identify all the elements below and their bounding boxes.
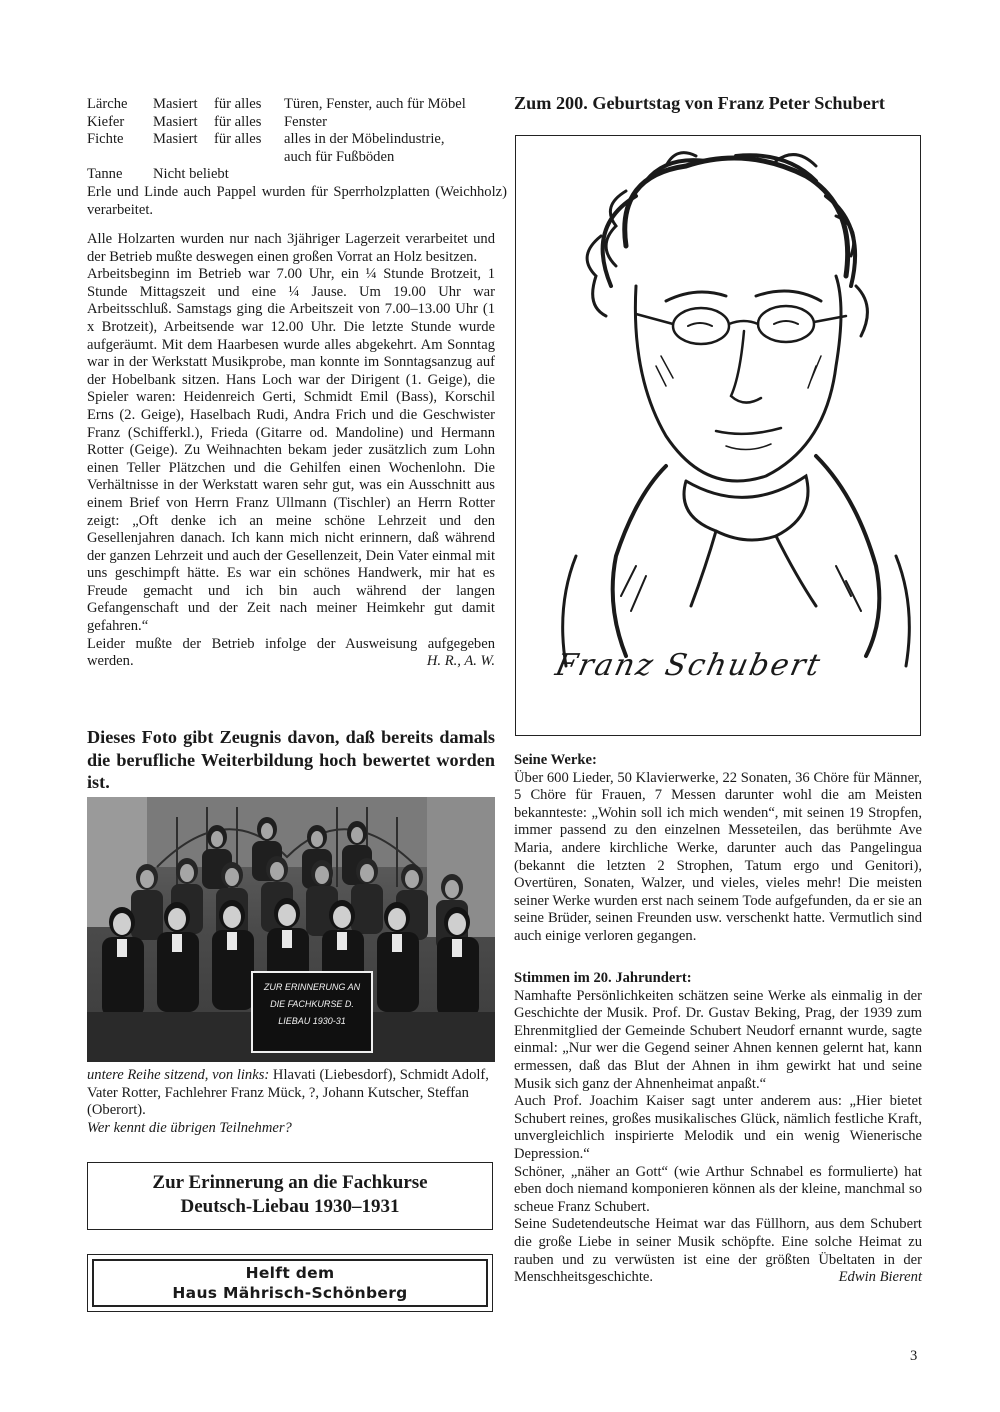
wood-name: Fichte [87,131,124,148]
works-text: Über 600 Lieder, 50 Klavierwerke, 22 Sonaten, 36 Chöre für Männer, 5 Chöre für Frauen, 7 Messen darunter wohl die am Meisten bekannteste: „Wohin soll ich mich wenden“, mit seinen 19 Stropfen, immer passend zu den einzelnen Messeteilen, das berühmte Ave Maria, andere kirchliche Werke, darunter auch das Pangelingua (bekannt die letzten 2 Strophen, Tatum ergo und Genitori), Overtüren, Sonaten, Walzer, und vieles, vieles mehr! Die meisten seiner Werke wurden erst nach seinem Tode aufgefunden, da er sie an seine Brüder, seinen Freunden usw. verschenkt hatte. Vermutlich sind auch einige verloren gegangen. [514,769,922,944]
wood-state: Masiert [153,131,198,148]
wood-desc [284,114,507,132]
photo-heading: Dieses Foto gibt Zeugnis davon, daß bereits damals die berufliche Weiterbildung hoch bewertet worden ist. [87,727,495,792]
wood-use: für alles [214,96,262,112]
article-closing: Leider mußte der Betrieb infolge der Ausweisung aufgegeben werden. [87,635,495,670]
wood-row [87,96,507,114]
help-box-inner [92,1259,488,1307]
wood-row [87,131,507,166]
caption-intro: untere Reihe sitzend, von links: [87,1067,270,1083]
voices-author: Edwin Bierent [838,1269,922,1286]
wood-name: Tanne [87,166,123,183]
wood-name: Lärche [87,96,128,112]
caption-names: Hlavati (Liebesdorf), Schmidt Adolf, Vater Rotter, Fachlehrer Franz Mück, ?, Johann Kutscher, Steffan (Oberort). [87,1067,489,1119]
wood-desc-line: Türen, Fenster, auch für Möbel [284,96,466,112]
wood-desc [284,96,507,114]
group-photo [87,797,495,1062]
left-article [87,231,495,671]
schubert-signature: Franz Schubert [552,648,825,683]
wood-state: Masiert [153,96,198,112]
article-author: H. R., A. W. [426,653,495,670]
voices-closing: Seine Sudetendeutsche Heimat war das Füllhorn, aus dem Schubert die große Liebe in seiner Musik schöpfte. Eine solche Heimat zu rauben und zu verwüsten ist eine der größten Übeltaten in der Menschheitsgeschichte. [514,1216,922,1286]
voices-paragraph: Auch Prof. Joachim Kaiser sagt unter anderem aus: „Hier bietet Schubert reines, großes musikalisches Glück, nämlich festliche Kraft, unvergleichlich inspirierte Melodik und ein wenig Wienerische Depression.“ [514,1093,922,1162]
schubert-heading: Zum 200. Geburtstag von Franz Peter Schubert [514,93,885,113]
wood-use: für alles [214,131,262,148]
voices-title: Stimmen im 20. Jahrundert: [514,970,692,986]
works-title: Seine Werke: [514,752,597,768]
caption-question: Wer kennt die übrigen Teilnehmer? [87,1119,292,1136]
wood-use: für alles [214,113,262,130]
wood-row [87,114,507,132]
wood-desc-line: alles in der Möbelindustrie, [284,131,445,148]
wood-footnote: Erle und Linde auch Pappel wurden für Sperrholzplatten (Weichholz) verarbeitet. [87,183,507,218]
help-line-1: Helft dem [245,1264,335,1282]
article-paragraph: Alle Holzarten wurden nur nach 3jähriger Lagerzeit verarbeitet und der Betrieb mußte deswegen einen großen Vorrat an Holz besitzen. [87,231,495,265]
photo-sign-text: ZUR ERINNERUNG AN DIE FACHKURSE D. LIEBAU 1930-31 [263,982,361,1026]
voices-paragraph: Schöner, „näher an Gott“ (wie Arthur Schnabel es formulierte) hat eben doch niemand komponieren können als der kleine, manchmal so scheue Franz Schubert. [514,1163,922,1215]
wood-desc-line: Fenster [284,113,327,130]
wood-note: Nicht beliebt [153,166,229,183]
voices-paragraph [514,1216,922,1286]
help-line-2: Haus Mährisch-Schönberg [172,1284,408,1302]
wood-state: Masiert [153,113,198,130]
article-paragraph: Arbeitsbeginn im Betrieb war 7.00 Uhr, ein ¼ Stunde Brotzeit, 1 Stunde Mittagszeit und eine ¼ Jause. Um 19.00 Uhr war Arbeitsschluß. Samstags ging die Arbeitszeit von 7.00–13.00 Uhr (1 x Brotzeit), Arbeitsende war 12.00 Uhr. Die letzte Stunde wurde aufgeräumt. Mit dem Haarbesen wurde alles abgekehrt. Am Sonntag war in der Werkstatt Musikprobe, man konnte im Sonntagsanzug auf der Hobelbank sitzen. Hans Loch war der Dirigent (1. Geige), die Spieler waren: Heidenreich Gerti, Schmidt Emil (Bass), Korschil Erns (2. Geige), Haselbach Rudi, Andra Frich und die Geschwister Franz (Schifferkl.), Frieda (Gitarre od. Mandoline) und Hermann Rotter (Geige). Zu Weihnachten bekam jeder zusätzlich zum Lohn einen Teller Plätzchen und die Gehilfen einen Wochenlohn. Die Verhältnisse in der Werkstatt waren sehr gut, was ein Ausschnitt aus einem Brief von Herrn Franz Ullmann (Tischler) an Herrn Rotter zeigt: „Oft denke ich an meine schöne Lehrzeit und den Gesellenjahren danach. Ich kann mich nicht erinnern, daß während der ganzen Lehrzeit und auch der Gesellenzeit, Dein Vater einmal mit uns geschimpft hätte. Es war ein schönes Handwerk, mir hat es Freude gemacht und ich bin auch während der langen Gefangenschaft und der Zeit nach meiner Heimkehr gut damit gefahren.“ [87,266,495,635]
schubert-portrait-image [516,136,920,735]
schubert-voices [514,970,922,1287]
photo-caption [87,1067,495,1137]
page-number: 3 [910,1348,918,1364]
wood-name: Kiefer [87,113,125,130]
help-box [87,1254,493,1312]
memorial-box [87,1162,493,1230]
wood-table [87,96,507,219]
wood-desc-line: auch für Fußböden [284,148,395,165]
schubert-works [514,752,922,946]
memorial-line-1: Zur Erinnerung an die Fachkurse [152,1172,428,1193]
voices-paragraph: Namhafte Persönlichkeiten schätzen seine Werke als einmalig in der Geschichte der Musik. Prof. Dr. Gustav Beking, Prag, der 1939 zum Ehrenmitglied der Gemeinde Schubert Neudorf ernannt wurde, sagte einmal: „Nur wer die Gegend seiner Ahnen kennen gelernt hat, kann ermessen, daß das Blut der Ahnen in ihm gewirkt hat und seine Musik sich ganz der Ahnenheimat anpaßt.“ [514,987,922,1092]
schubert-portrait [515,135,921,736]
article-paragraph [87,636,495,671]
memorial-line-2: Deutsch-Liebau 1930–1931 [180,1196,400,1217]
wood-row-tanne [87,166,507,184]
wood-desc [284,131,507,166]
